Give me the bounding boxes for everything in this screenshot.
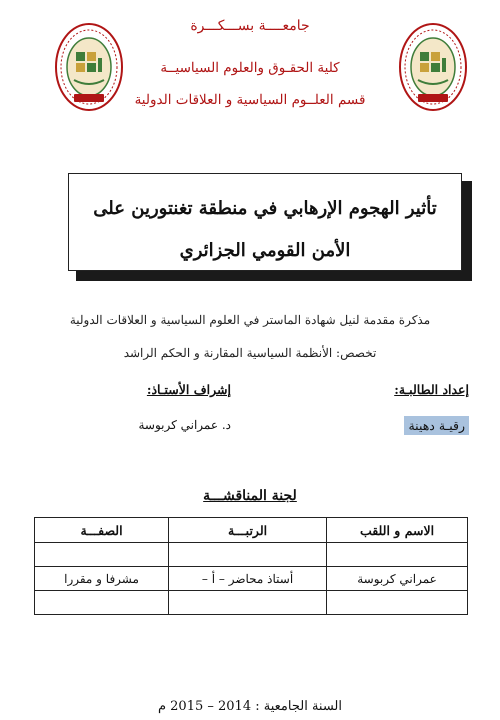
cell-rank	[169, 591, 327, 615]
committee-header-row	[35, 518, 468, 543]
university-logo-right	[398, 22, 468, 112]
table-row	[35, 543, 468, 567]
supervisor-name: د. عمراني كربوسة	[138, 418, 231, 432]
cell-rank: أستاذ محاضر – أ –	[169, 567, 327, 591]
committee-title: لجنة المناقشـــة	[203, 488, 297, 504]
academic-year: السنة الجامعية : 2014 – 2015 م	[157, 699, 343, 714]
table-row	[35, 591, 468, 615]
specialization: تخصص: الأنظمة السياسية المقارنة و الحكم الراشد	[123, 346, 377, 360]
university-name: جامعــــة بســـكـــرة	[190, 18, 310, 34]
student-name: رقيـة دهينة	[404, 416, 469, 435]
cell-role: مشرفا و مقررا	[35, 567, 169, 591]
cell-role	[35, 591, 169, 615]
committee-table	[34, 517, 468, 615]
department-name: قسم العلــوم السياسية و العلاقات الدولية	[134, 92, 366, 108]
university-logo-left	[54, 22, 124, 112]
cell-name: عمراني كربوسة	[327, 567, 468, 591]
column-header-name: الاسم و اللقب	[327, 518, 468, 543]
thesis-title-line2: الأمن القومي الجزائري	[179, 240, 351, 261]
thesis-title-line1: تأثير الهجوم الإرهابي في منطقة تغنتورين على	[93, 198, 437, 219]
cell-name	[327, 543, 468, 567]
cell-name	[327, 591, 468, 615]
memo-description: مذكرة مقدمة لنيل شهادة الماستر في العلوم السياسية و العلاقات الدولية	[69, 313, 431, 327]
supervisor-label: إشراف الأستـاذ:	[146, 382, 231, 397]
cell-rank	[169, 543, 327, 567]
cell-role	[35, 543, 169, 567]
faculty-name: كلية الحقـوق والعلوم السياسيــة	[160, 60, 340, 76]
student-label: إعداد الطالبـة:	[394, 382, 469, 397]
column-header-role: الصفـــة	[35, 518, 169, 543]
column-header-rank: الرتبـــة	[169, 518, 327, 543]
table-row	[35, 567, 468, 591]
